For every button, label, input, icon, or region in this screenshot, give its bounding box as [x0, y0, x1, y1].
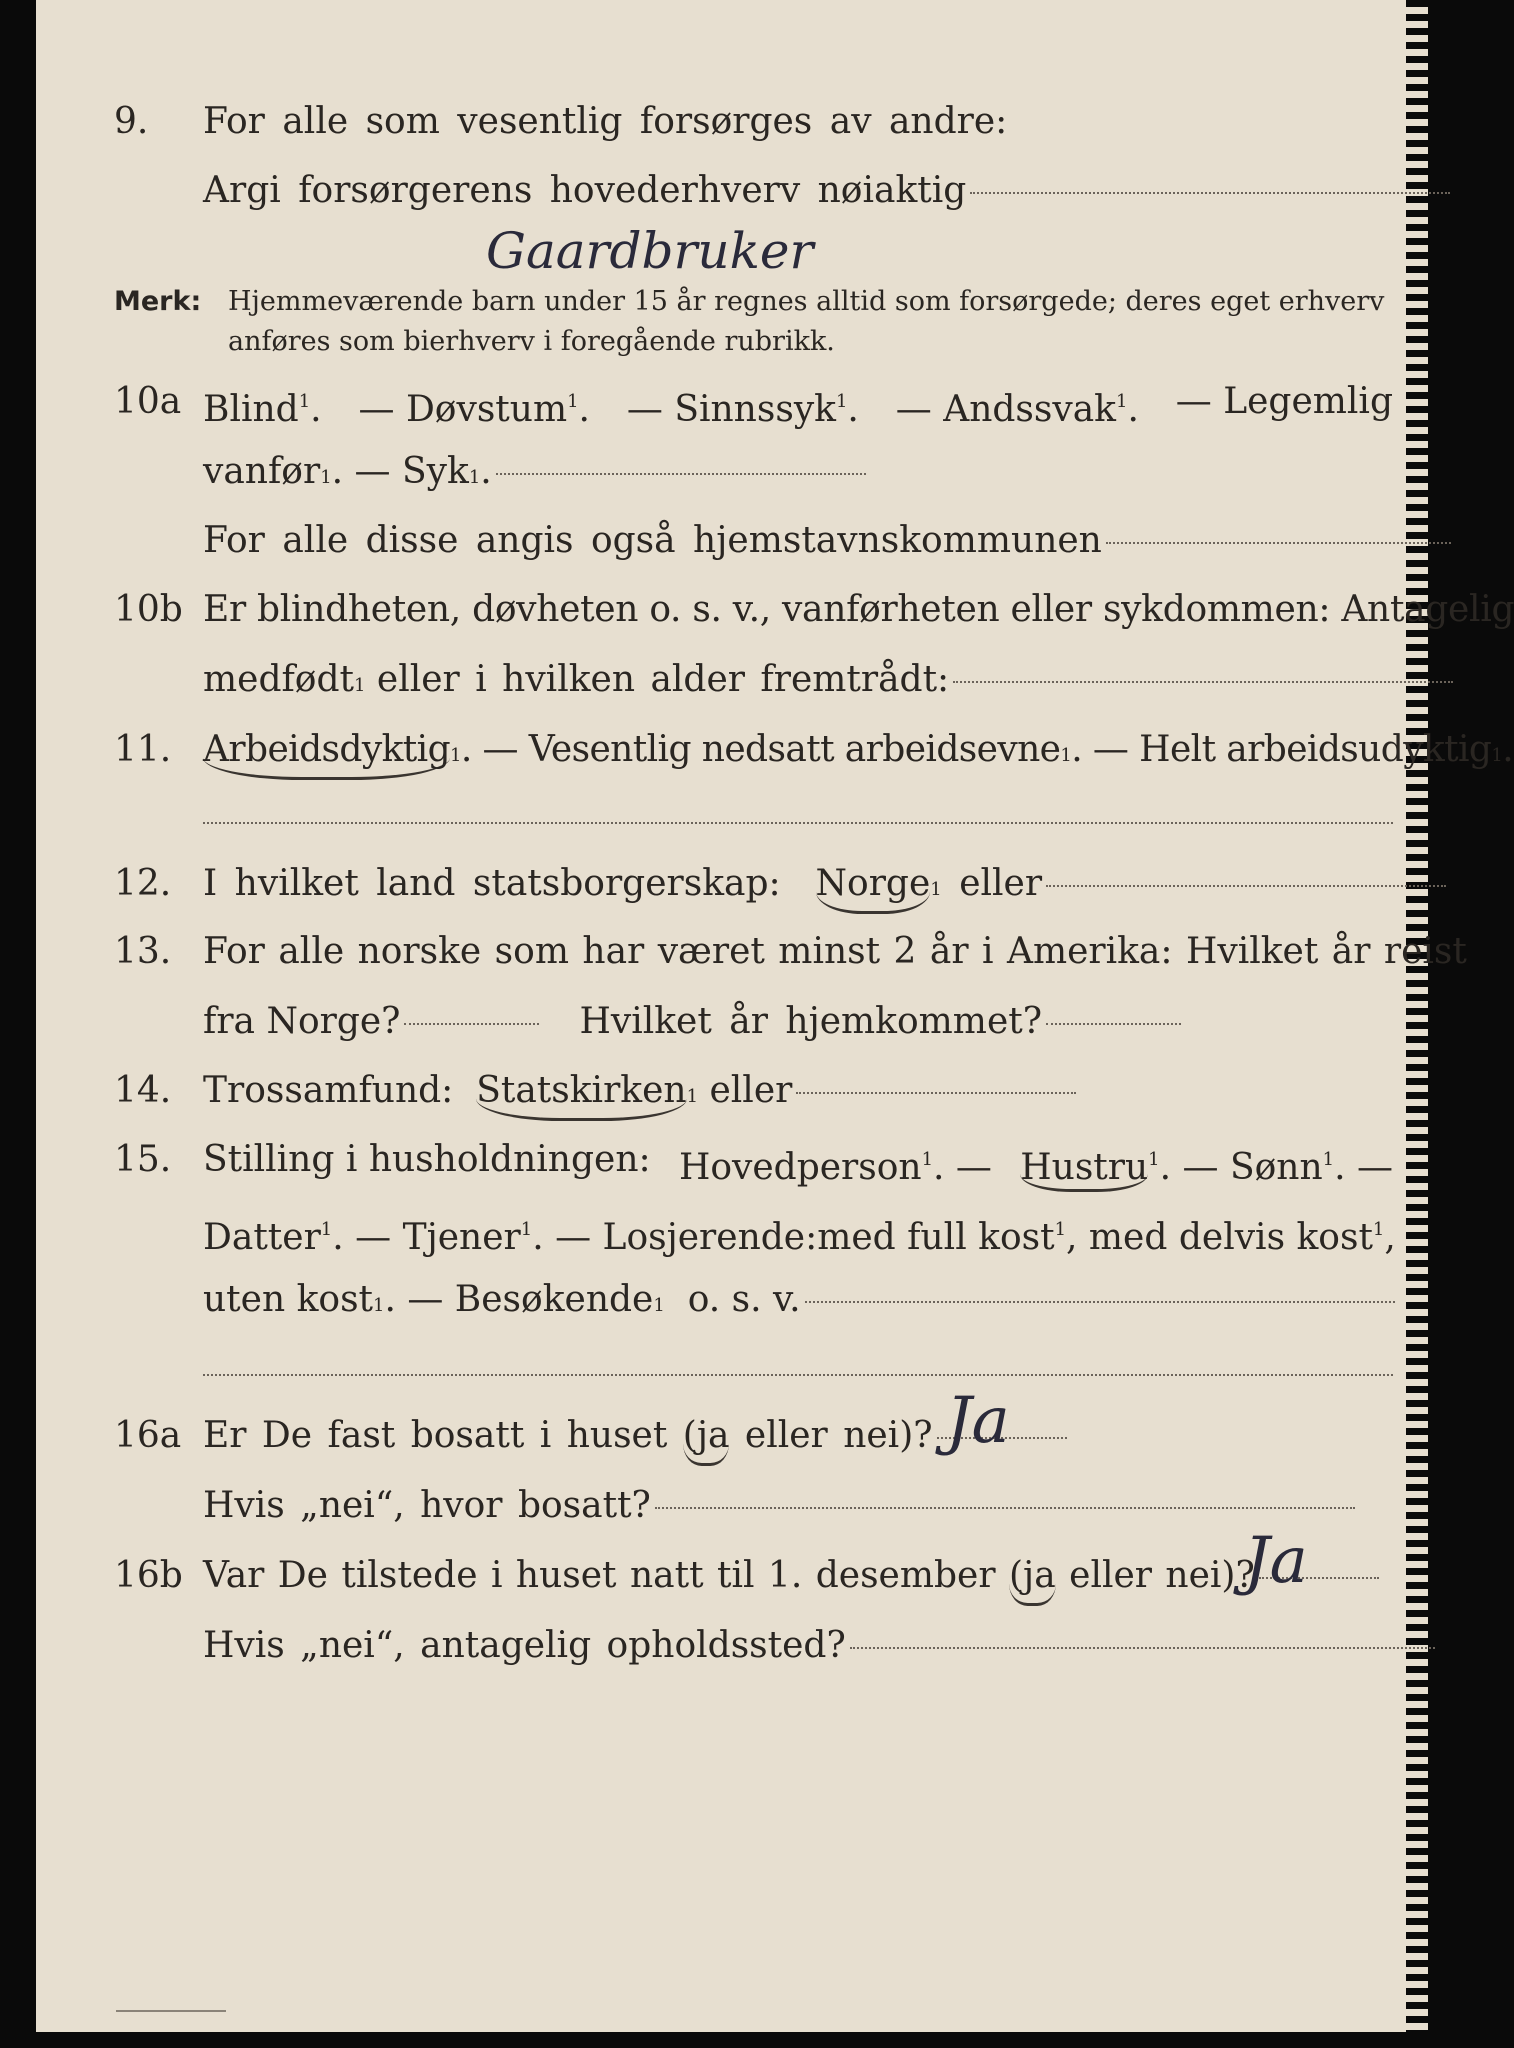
q10b-fill[interactable]	[953, 681, 1453, 683]
q16a-handwritten-answer: Ja	[946, 1384, 1010, 1458]
q16b-row1: 16b Var De tilstede i huset natt til 1. desember (ja eller nei)?	[36, 1550, 1428, 1602]
census-form-page	[36, 0, 1514, 2032]
q16a-bosatt-label: Hvis „nei“, hvor bosatt?	[203, 1485, 651, 1526]
q13-reist-label: fra Norge?	[203, 1001, 401, 1042]
q15-label: Stilling i husholdningen:	[203, 1139, 651, 1180]
option-besokende: . — Besøkende	[384, 1279, 654, 1320]
option-sonn: . — Sønn	[1159, 1147, 1323, 1188]
q12-number: 12.	[114, 863, 172, 904]
q15-row3: uten kost 1 . — Besøkende 1 o. s. v.	[36, 1274, 1428, 1326]
option-medfodt: medfødt	[203, 659, 354, 700]
option-syk: — Syk	[354, 451, 469, 492]
q14-row: 14. Trossamfund: Statskirken 1 eller	[36, 1065, 1428, 1117]
q14-eller: eller	[709, 1070, 793, 1111]
option-losjerende: . — Losjerende:	[532, 1217, 818, 1258]
q10a-row2: vanfør 1 . — Syk 1 .	[36, 446, 1428, 498]
merk-note-line2: anføres som bierhverv i foregående rubrikk.	[228, 326, 835, 357]
option-dovstum: — Døvstum	[358, 389, 568, 430]
q16b-ja-underlined: (ja	[1009, 1550, 1056, 1606]
q13-row2	[36, 996, 1428, 1048]
option-norge-underlined: Norge	[816, 858, 931, 914]
q16a-row2	[36, 1480, 1428, 1532]
option-statskirken-underlined: Statskirken	[476, 1065, 686, 1121]
q16b-number: 16b	[114, 1555, 183, 1596]
q10a-number: 10a	[114, 381, 182, 422]
option-datter: Datter	[203, 1217, 321, 1258]
option-arbeidsdyktig-underlined: Arbeidsdyktig	[203, 724, 450, 780]
q9-number: 9.	[114, 101, 149, 142]
q10b-row1	[36, 584, 1514, 636]
q9-row	[36, 96, 1428, 148]
option-blind: Blind	[203, 389, 299, 430]
merk-label: Merk:	[114, 286, 202, 317]
option-sinnssyk: — Sinnssyk	[626, 389, 836, 430]
q10a-row3	[36, 515, 1428, 567]
q16a-bosatt-fill[interactable]	[655, 1507, 1355, 1509]
q15-row1: 15. Stilling i husholdningen: Hovedperson$^1$. — Hustru$^1$. — Sønn$^1$. —	[36, 1134, 1428, 1186]
q13-hjemkommet-fill[interactable]	[1046, 1023, 1181, 1025]
q13-row1	[36, 926, 1467, 978]
option-full-kost: med full kost	[817, 1217, 1055, 1258]
q10b-text: Er blindheten, døvheten o. s. v., vanførheten eller sykdommen: Antagelig	[203, 589, 1514, 630]
merk-note-line1: Hjemmeværende barn under 15 år regnes alltid som forsørgede; deres eget erhverv	[228, 286, 1385, 317]
q9-row2	[36, 165, 1428, 217]
q12-eller: eller	[959, 863, 1043, 904]
option-vanfor: vanfør	[203, 451, 321, 492]
q16b-opholdssted-label: Hvis „nei“, antagelig opholdssted?	[203, 1625, 846, 1666]
bottom-rule	[116, 2010, 226, 2012]
q13-text: For alle norske som har været minst 2 år i Amerika: Hvilket år reist	[203, 931, 1467, 972]
q10b-row2: medfødt 1 eller i hvilken alder fremtrådt:	[36, 654, 1428, 706]
q16a-label: Er De fast bosatt i huset	[203, 1415, 668, 1456]
q9-handwritten-answer: Gaardbruker	[486, 222, 814, 280]
q13-hjemkommet-label: Hvilket år hjemkommet?	[579, 1001, 1043, 1042]
q13-reist-fill[interactable]	[404, 1023, 539, 1025]
q16b-label: Var De tilstede i huset natt til 1. desember	[203, 1555, 996, 1596]
q10a-syk-fill[interactable]	[496, 473, 866, 475]
q10a-hjemstavn-fill[interactable]	[1106, 542, 1451, 544]
option-legemlig: — Legemlig	[1175, 381, 1393, 422]
option-uten-kost: uten kost	[203, 1279, 374, 1320]
q15-fill-line2[interactable]	[203, 1374, 1393, 1376]
q12-row: 12. I hvilket land statsborgerskap: Norge 1 eller	[36, 858, 1428, 910]
q11-number: 11.	[114, 729, 172, 770]
option-delvis-kost: , med delvis kost	[1066, 1217, 1373, 1258]
q9-label: Argi forsørgerens hovederhverv nøiaktig	[203, 170, 967, 211]
q16b-opholdssted-fill[interactable]	[850, 1647, 1435, 1649]
q10b-number: 10b	[114, 589, 183, 630]
q16b-row2	[36, 1620, 1428, 1672]
q11-row: 11. Arbeidsdyktig 1 . — Vesentlig nedsatt arbeidsevne 1 . — Helt arbeidsudyktig 1 .	[36, 724, 1428, 776]
q15-fill[interactable]	[805, 1301, 1395, 1303]
option-udyktig: . — Helt arbeidsudyktig	[1071, 729, 1492, 770]
q9-fill-line[interactable]	[970, 192, 1450, 194]
q14-fill[interactable]	[796, 1092, 1076, 1094]
q15-row2: Datter$^1$. — Tjener$^1$. — Losjerende: med full kost$^1$, med delvis kost$^1$,	[203, 1217, 1396, 1258]
option-nedsatt: . — Vesentlig nedsatt arbeidsevne	[460, 729, 1061, 770]
q10b-alder-label: eller i hvilken alder fremtrådt:	[376, 659, 950, 700]
q14-label: Trossamfund:	[203, 1070, 454, 1111]
q15-number: 15.	[114, 1139, 172, 1180]
option-andssvak: — Andssvak	[895, 389, 1116, 430]
q13-number: 13.	[114, 931, 172, 972]
q10a-hjemstavn-label: For alle disse angis også hjemstavnskommunen	[203, 520, 1102, 561]
q16b-handwritten-answer: Ja	[1244, 1524, 1308, 1598]
q16a-ja-underlined: (ja	[683, 1410, 730, 1466]
option-hovedperson: Hovedperson	[678, 1147, 922, 1188]
option-hustru-underlined: Hustru	[1020, 1147, 1148, 1192]
q16a-number: 16a	[114, 1415, 182, 1456]
q12-fill[interactable]	[1046, 885, 1446, 887]
q14-number: 14.	[114, 1070, 172, 1111]
q11-fill-line[interactable]	[203, 822, 1393, 824]
q12-label: I hvilket land statsborgerskap:	[203, 863, 781, 904]
q9-text: For alle som vesentlig forsørges av andre:	[203, 101, 1008, 142]
option-tjener: . — Tjener	[332, 1217, 521, 1258]
q16a-row1: 16a Er De fast bosatt i huset (ja eller nei)?	[36, 1410, 1428, 1462]
q10a-row1: 10a Blind$^1$. — Døvstum$^1$. — Sinnssyk$^1$. — Andssvak$^1$. — Legemlig	[36, 376, 1428, 428]
